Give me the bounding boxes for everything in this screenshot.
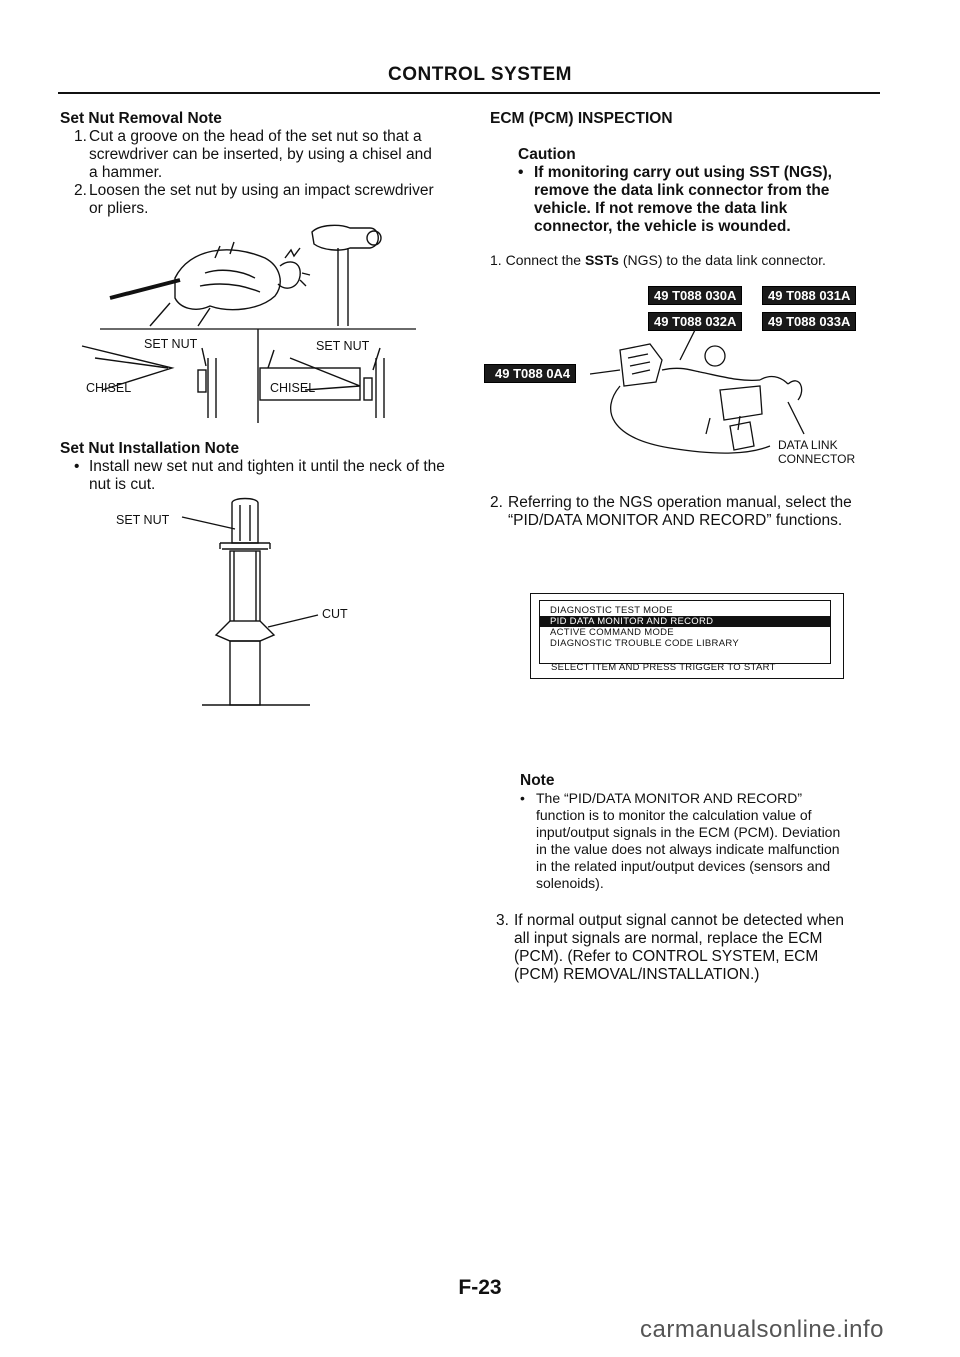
step-1-text-bold: SSTs [584, 252, 619, 268]
tool-tag-032a: 49 T088 032A [648, 312, 742, 331]
ngs-menu-screen [530, 593, 844, 679]
bullet-dot: • [518, 164, 524, 181]
step-1-text-post: (NGS) to the data link connector. [618, 252, 826, 268]
step-3-line: (PCM) REMOVAL/INSTALLATION.) [514, 966, 760, 983]
note-bullet [520, 790, 900, 892]
step-number: 2. [490, 494, 503, 511]
removal-step-1-line: screwdriver can be inserted, by using a chisel and [89, 146, 432, 163]
caution-line: remove the data link connector from the [534, 182, 830, 199]
installation-line: Install new set nut and tighten it until the neck of the [89, 458, 445, 475]
menu-item-active-command-mode[interactable]: ACTIVE COMMAND MODE [550, 627, 674, 638]
ecm-step-2 [490, 494, 890, 530]
page-number: F-23 [458, 1276, 502, 1299]
installation-bullet [74, 458, 474, 494]
caution-line: connector, the vehicle is wounded. [534, 218, 791, 235]
step-2-line: “PID/DATA MONITOR AND RECORD” functions. [508, 512, 843, 529]
page-header-title: CONTROL SYSTEM [388, 64, 572, 85]
fig1-chisel-right-label: CHISEL [270, 381, 316, 395]
data-link-label-line: DATA LINK [778, 438, 838, 452]
removal-step-2-line: Loosen the set nut by using an impact screwdriver [89, 182, 434, 199]
note-line: in the value does not always indicate malfunction [536, 841, 840, 857]
step-number: 1. [490, 252, 502, 268]
menu-item-trouble-code-library[interactable]: DIAGNOSTIC TROUBLE CODE LIBRARY [550, 638, 739, 649]
menu-item-diagnostic-test-mode[interactable]: DIAGNOSTIC TEST MODE [550, 605, 673, 616]
step-1-text-pre: Connect the [505, 252, 585, 268]
step-number: 3. [496, 912, 509, 929]
caution-line: If monitoring carry out using SST (NGS), [534, 164, 832, 181]
data-link-connector-label [778, 438, 855, 466]
removal-step-2 [74, 182, 474, 218]
note-line: The “PID/DATA MONITOR AND RECORD” [536, 790, 803, 806]
step-number: 1. [74, 128, 87, 145]
tool-tag-031a: 49 T088 031A [762, 286, 856, 305]
step-2-line: Referring to the NGS operation manual, select the [508, 494, 852, 511]
removal-step-2-line: or pliers. [89, 200, 149, 217]
watermark: carmanualsonline.info [640, 1316, 884, 1343]
ngs-menu-list [539, 600, 831, 664]
note-line: solenoids). [536, 875, 604, 891]
step-3-line: If normal output signal cannot be detected when [514, 912, 845, 929]
installation-note-title: Set Nut Installation Note [60, 440, 240, 457]
bullet-dot: • [74, 458, 80, 475]
removal-note-title: Set Nut Removal Note [60, 110, 222, 127]
data-link-label-line: CONNECTOR [778, 452, 856, 466]
step-3-line: all input signals are normal, replace the ECM [514, 930, 823, 947]
step-number: 2. [74, 182, 87, 199]
fig2-cut-label: CUT [322, 607, 348, 621]
note-line: input/output signals in the ECM (PCM). Deviation [536, 824, 841, 840]
removal-step-1 [74, 128, 474, 182]
tool-tag-033a: 49 T088 033A [762, 312, 856, 331]
removal-step-1-line: a hammer. [89, 164, 163, 181]
fig1-set-nut-left-label: SET NUT [144, 337, 198, 351]
fig1-chisel-left-label: CHISEL [86, 381, 132, 395]
step-3-line: (PCM). (Refer to CONTROL SYSTEM, ECM [514, 948, 819, 965]
ecm-inspection-title: ECM (PCM) INSPECTION [490, 110, 673, 127]
ecm-step-3 [496, 912, 896, 984]
caution-bullet [518, 164, 898, 236]
menu-footer-prompt: SELECT ITEM AND PRESS TRIGGER TO START [551, 662, 776, 673]
tool-tag-030a: 49 T088 030A [648, 286, 742, 305]
header-rule [58, 92, 880, 94]
tool-tag-0a4: 49 T088 0A4 [484, 364, 576, 383]
note-line: in the related input/output devices (sensors and [536, 858, 831, 874]
fig1-set-nut-right-label: SET NUT [316, 339, 370, 353]
note-title: Note [520, 772, 555, 789]
menu-item-pid-data-monitor[interactable]: PID DATA MONITOR AND RECORD [540, 616, 830, 627]
caution-line: vehicle. If not remove the data link [534, 200, 788, 217]
ecm-step-1 [490, 252, 890, 269]
fig2-set-nut-label: SET NUT [116, 513, 170, 527]
bullet-dot: • [520, 790, 525, 806]
installation-line: nut is cut. [89, 476, 156, 493]
removal-step-1-line: Cut a groove on the head of the set nut so that a [89, 128, 422, 145]
note-line: function is to monitor the calculation value of [536, 807, 812, 823]
caution-title: Caution [518, 146, 576, 163]
